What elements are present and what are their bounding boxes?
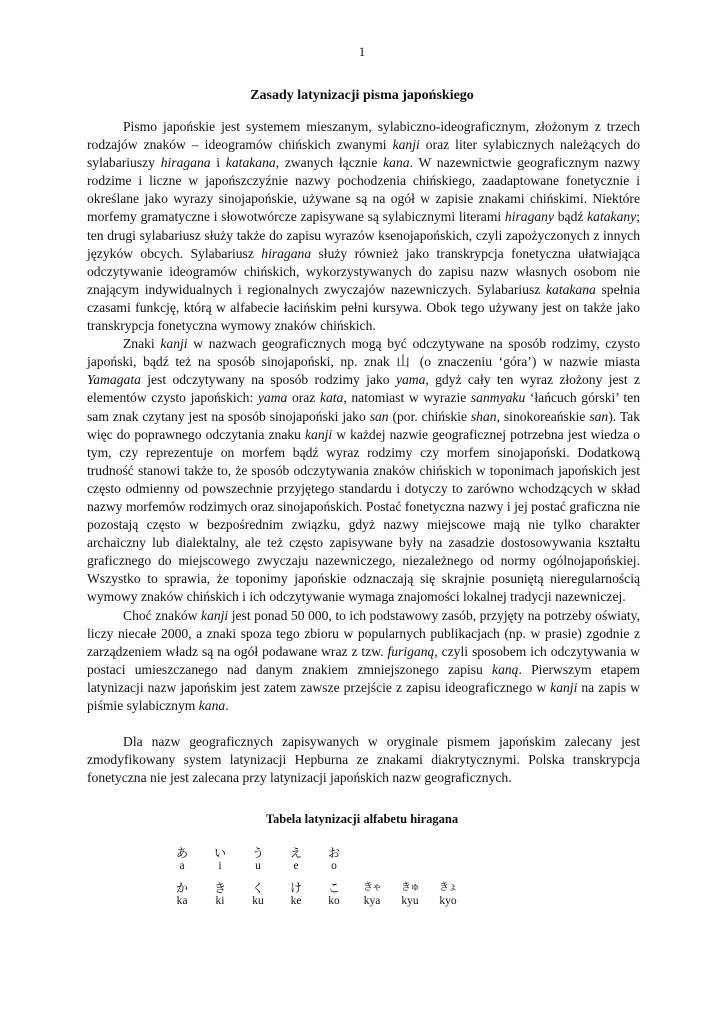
text-run: ; ten drugi sylabariusz służy także do zapisu wyrazów ksenojapońskich, czyli zapożyczonych z innych języków obcych. Sylabariusz [87, 209, 640, 261]
romanization: ka [176, 895, 188, 907]
kana-cell [353, 881, 391, 908]
italic-term: yama [257, 390, 288, 406]
kana-glyph: きゃ [363, 882, 381, 893]
text-run: , natomiast w wyrazie [343, 390, 471, 406]
paragraph-1 [87, 118, 640, 335]
kana-cell [239, 881, 277, 908]
kana-glyph: か [175, 881, 188, 895]
italic-term: katakana [225, 155, 276, 171]
romanization: o [331, 860, 337, 872]
kana-glyph: お [327, 846, 340, 860]
italic-term: sanmyaku [470, 390, 526, 406]
text-run: , czyli sposobem ich odczytywania w postaci umieszczanego nad danym znakiem zmniejszonego zapisu [87, 643, 640, 677]
italic-term: san [589, 408, 609, 424]
text-run: . W nazewnictwie geograficznym nazwy rodzime i liczne w japońszczyźnie nazwy pochodzenia chińskiego, zaadaptowane fonetycznie i określane jako wyrazy sinojapońskie, używane są na ogół w zapisie znakami chińskimi. Niektóre morfemy gramatyczne i słowotwórcze zapisywane są sylabicznymi literami [87, 155, 641, 225]
romanization: ko [328, 895, 340, 907]
kana-cell [201, 846, 239, 873]
kana-row [163, 846, 353, 873]
romanization: ke [290, 895, 302, 907]
italic-term: kata [319, 390, 344, 406]
page-title: Zasady latynizacji pisma japońskiego [250, 88, 474, 103]
italic-term: kaną [492, 661, 519, 677]
text-run: Choć znaków [123, 607, 202, 623]
italic-term: kana [383, 155, 410, 171]
kana-table-k-row [163, 881, 467, 908]
italic-term: furiganą [387, 643, 435, 659]
paragraph-2 [87, 335, 640, 606]
text-run: na zapis w piśmie sylabicznym [87, 679, 640, 713]
kana-cell [277, 846, 315, 873]
paragraph-3 [87, 607, 640, 716]
romanization: ku [252, 895, 264, 907]
italic-term: katakany [587, 209, 637, 225]
romanization: a [179, 860, 185, 872]
text-run: , sinokoreańskie [496, 408, 590, 424]
italic-term: hiragana [160, 155, 211, 171]
text-run: jest ponad 50 000, to ich podstawowy zasób, przyjęty na potrzeby oświaty, liczy niecałe 2000, a znaki spoza tego zbioru w popularnych publikacjach (np. w prasie) zgodnie z zarządzeniem władz są na ogół podawane wraz z tzw. [87, 607, 640, 659]
romanization: kyo [439, 895, 457, 907]
text-run: jest odczytywany na sposób rodzimy jako [140, 372, 396, 388]
kana-glyph: く [251, 881, 264, 895]
text-run: oraz [287, 390, 320, 406]
text-run: służy również jako transkrypcja fonetyczna ułatwiająca odczytywanie ideogramów chińskich, wykorzystywanych do zapisu nazw własnych osobom nie znającym indywidualnych i regionalnych zwyczajów nazewniczych. Sylabariusz [87, 245, 640, 297]
text-run: Pismo japońskie jest systemem mieszanym, sylabiczno-ideograficznym, złożonym z trzech rodzajów znaków – ideogramów chińskich zwanymi [87, 119, 640, 153]
kana-table-vowels [163, 846, 353, 873]
italic-term: kana [198, 698, 226, 713]
italic-term: yama [395, 372, 426, 388]
text-run: , gdyż cały ten wyraz złożony jest z elementów czysto japońskich: [87, 372, 640, 406]
kana-cell [429, 881, 467, 908]
italic-term: kanji [550, 679, 578, 695]
kana-glyph: え [289, 846, 302, 860]
text-run: oraz liter sylabicznych należących do sylabariuszy [87, 137, 641, 171]
italic-term: kanji [160, 336, 188, 352]
text-run: bądź [554, 209, 588, 225]
kana-glyph: う [251, 846, 264, 860]
text-run: ). Tak więc do poprawnego odczytania znaku [87, 408, 641, 442]
kana-glyph: い [213, 846, 226, 860]
kana-cell [239, 846, 277, 873]
kana-cell [315, 881, 353, 908]
text-run: . Pierwszym etapem latynizacji nazw japońskim jest zatem zawsze przejście z zapisu ideograficznego w [87, 661, 640, 695]
text-run: w każdej nazwie geograficznej potrzebna jest wiedza o tym, czy reprezentuje on morfem bądź wyraz rodzimy czy morfem sinojapoński. Dodatkową trudność stanowi także to, że sposób odczytywania znaków chińskich w toponimach japońskich jest często odmienny od powszechnie przyjętego standardu i dotyczy to zarówno wchodzących w skład nazwy morfemów rodzimych oraz sinojapońskich. Postać fonetyczna nazwy i jej postać graficzna nie pozostają często w bezpośrednim związku, gdyż nazwy miejscowe mają nie tylko charakter archaiczny lub dialektalny, ale też często zapisywane były na zasadzie dostosowywania kształtu graficznego do miejscowego zwyczaju nazewniczego, niezależnego od normy ogólnojapońskiej. Wszystko to sprawia, że toponimy japońskie odznaczają się skrajnie posuniętą nieregularnością wymowy znaków chińskich i ich odczytywanie wymaga znajomości lokalnej tradycji nazewniczej. [87, 426, 640, 605]
text-run: i [210, 155, 226, 171]
text-run: ‘łańcuch górski’ ten sam znak czytany jest na sposób sinojapoński jako [87, 390, 640, 424]
romanization: kya [363, 895, 381, 907]
kana-glyph: きょ [439, 882, 457, 893]
text-run: , zwanych łącznie [275, 155, 384, 171]
romanization: kyu [401, 895, 419, 907]
text-run: Znaki [123, 336, 161, 352]
romanization: e [293, 860, 299, 872]
italic-term: kanji [392, 137, 420, 153]
text-run: w nazwach geograficznych mogą być odczytywane na sposób rodzimy, czysto japoński, bądź też na sposób sinojapoński, np. znak 山 (o znaczeniu ‘góra’) w nazwie miasta [87, 336, 640, 370]
kana-cell [163, 881, 201, 908]
italic-term: hiragana [261, 245, 312, 261]
kana-glyph: きゅ [401, 882, 419, 893]
text-run: Dla nazw geograficznych zapisywanych w oryginale pismem japońskim zalecany jest zmodyfikowany system latynizacji Hepburna ze znakami diakrytycznymi. Polska transkrypcja fonetyczna nie jest zalecana przy latynizacji japońskich nazw geograficznych. [87, 734, 640, 786]
kana-cell [277, 881, 315, 908]
body-text [87, 118, 640, 787]
text-run: (por. chińskie [388, 408, 471, 424]
kana-cell [315, 846, 353, 873]
kana-row [163, 881, 467, 908]
romanization: i [218, 860, 222, 872]
romanization: ki [215, 895, 225, 907]
kana-glyph: き [213, 881, 226, 895]
italic-term: hiragany [504, 209, 554, 225]
kana-cell [201, 881, 239, 908]
italic-term: shan [470, 408, 497, 424]
kana-glyph: け [289, 881, 302, 895]
italic-term: kanji [304, 426, 333, 442]
kana-glyph: あ [175, 846, 188, 860]
table-title: Tabela latynizacji alfabetu hiragana [265, 812, 459, 826]
kana-cell [391, 881, 429, 908]
italic-term: katakana [545, 281, 596, 297]
romanization: u [255, 860, 261, 872]
kana-glyph: こ [327, 881, 340, 895]
italic-term: kanji [201, 607, 229, 623]
text-run: . [225, 698, 229, 713]
italic-term: san [369, 408, 389, 424]
kana-cell [163, 846, 201, 873]
page-number: 1 [358, 44, 366, 59]
text-run: spełnia czasami funkcję, którą w alfabecie łacińskim pełni kursywa. Obok tego używany jest on także jako transkrypcja fonetyczna wymowy znaków chińskich. [87, 281, 640, 334]
paragraph-4 [87, 733, 640, 787]
italic-term: Yamagata [87, 372, 141, 388]
